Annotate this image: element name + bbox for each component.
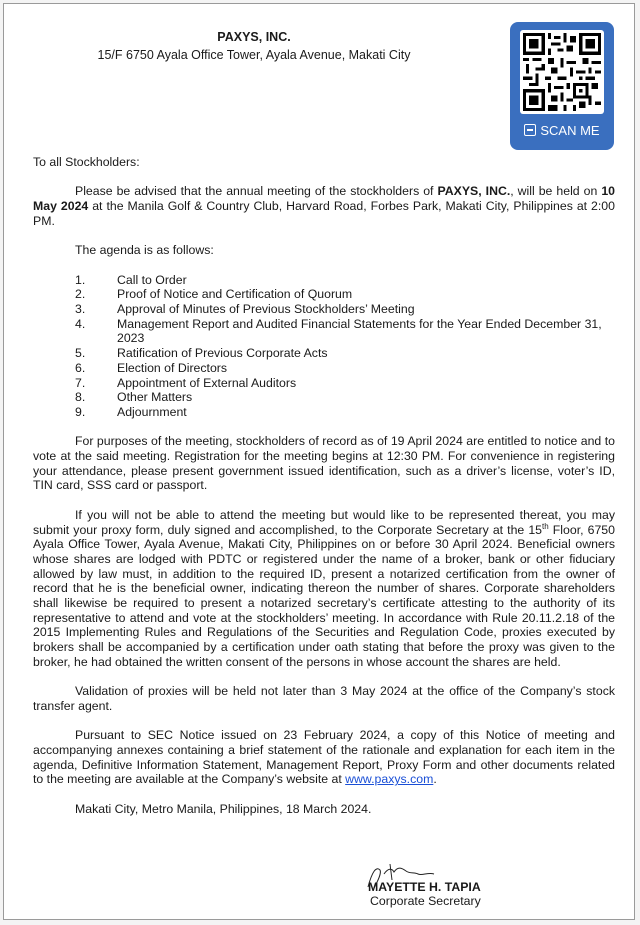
salutation: To all Stockholders: <box>33 155 140 169</box>
agenda-item: 3. Approval of Minutes of Previous Stockholders’ Meeting <box>75 301 415 316</box>
agenda-item: 8. Other Matters <box>75 390 193 405</box>
signature-block <box>344 862 514 918</box>
scan-icon <box>524 124 536 136</box>
validation-paragraph: Validation of proxies will be held not later than 3 May 2024 at the office of the Company’s stock transfer agent. <box>33 684 615 713</box>
agenda-item: 7. Appointment of External Auditors <box>75 375 297 390</box>
qr-code-card[interactable] <box>510 22 614 150</box>
signatory-name: MAYETTE H. TAPIA <box>368 880 481 894</box>
agenda-item: 4. Management Report and Audited Financial Statements for the Year Ended December 31, 2023 <box>75 316 602 346</box>
agenda-item: 2. Proof of Notice and Certification of Quorum <box>75 287 353 302</box>
document-body <box>33 155 615 831</box>
company-address: 15/F 6750 Ayala Office Tower, Ayala Avenue, Makati City <box>97 48 411 62</box>
agenda-item: 9. Adjournment <box>75 404 187 419</box>
agenda-intro: The agenda is as follows: <box>75 243 214 258</box>
sec-notice-paragraph: Pursuant to SEC Notice issued on 23 February 2024, a copy of this Notice of meeting and accompanying annexes containing a brief statement of the rationale and explanation for each item in the agenda, Definitive Information Statement, Management Report, Proxy Form and other documents related to the meeting are available at the Company’s website at www.paxys.com. <box>33 728 615 787</box>
agenda-item: 1. Call to Order <box>75 272 187 287</box>
proxy-paragraph: If you will not be able to attend the meeting but would like to be represented thereat, you may submit your proxy form, duly signed and accomplished, to the Corporate Secretary at the 15th Floor, 6750 Ayala Office Tower, Ayala Avenue, Makati City, Philippines on or before 30 April 2024. Beneficial owners whose shares are lodged with PDTC or registered under the name of a broker, bank or other fiduciary allowed by law must, in addition to the required ID, present a notarized certification from the owner of record that he is the beneficial owner, indicating thereon the number of shares. Corporate shareholders shall likewise be required to present a notarized secretary’s certificate attesting to the authority of its representative to attend and vote at the stockholders’ meeting. In accordance with Rule 20.11.2.18 of the 2015 Implementing Rules and Regulations of the Securities and Regulation Code, proxies executed by brokers shall be accompanied by a certification under oath stating that before the proxy was given to the broker, he had obtained the written consent of the persons in whose account the shares are held. <box>33 507 615 669</box>
agenda-item: 5. Ratification of Previous Corporate Acts <box>75 346 328 361</box>
agenda-item: 6. Election of Directors <box>75 360 228 375</box>
signatory-title: Corporate Secretary <box>370 894 481 908</box>
scan-me-label: SCAN ME <box>510 123 614 138</box>
website-link[interactable]: www.paxys.com <box>345 772 434 787</box>
place-and-date: Makati City, Metro Manila, Philippines, 18 March 2024. <box>75 801 372 816</box>
record-date-paragraph: For purposes of the meeting, stockholders of record as of 19 April 2024 are entitled to notice and to vote at the said meeting. Registration for the meeting begins at 12:30 PM. For convenience in registering your attendance, please present government issued identification, such as a driver’s license, voter’s ID, TIN card, SSS card or passport. <box>33 434 615 493</box>
qr-code-image <box>520 30 604 114</box>
intro-paragraph: Please be advised that the annual meeting of the stockholders of PAXYS, INC., will be held on 10 May 2024 at the Manila Golf & Country Club, Harvard Road, Forbes Park, Makati City, Philippines at 2:00 PM. <box>33 184 615 228</box>
notice-document <box>3 3 635 920</box>
agenda-list <box>33 273 615 420</box>
company-name: PAXYS, INC. <box>217 30 291 44</box>
